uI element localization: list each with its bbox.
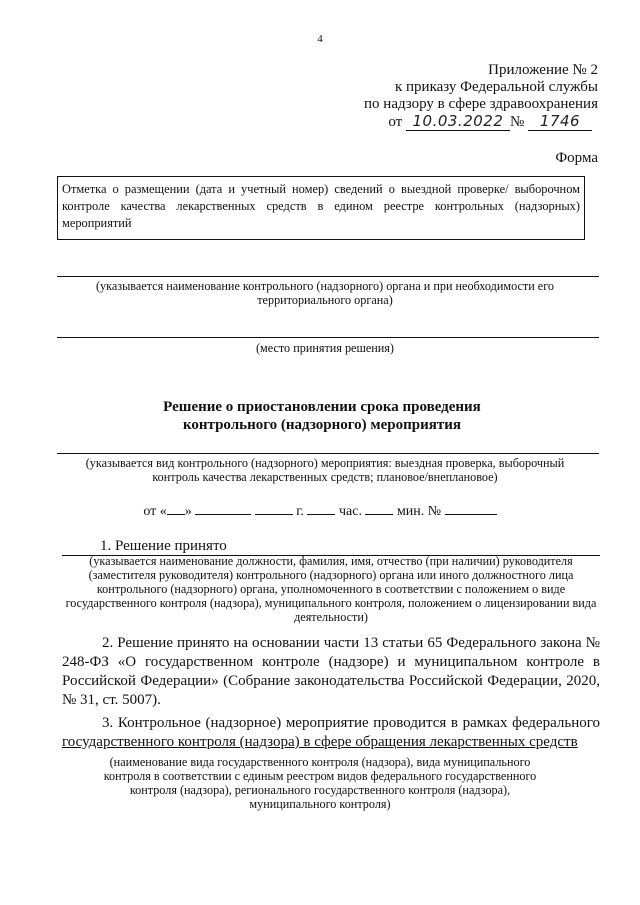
minute-number-label: мин. № bbox=[396, 504, 442, 519]
document-title bbox=[60, 398, 584, 434]
decision-number-blank bbox=[445, 502, 497, 515]
order-ot-label: от bbox=[388, 114, 403, 130]
approval-line-2: к приказу Федеральной службы bbox=[394, 79, 598, 95]
place-caption: (место принятия решения) bbox=[256, 341, 394, 355]
form-label: Форма bbox=[555, 150, 598, 166]
title-line-1: Решение о приостановлении срока проведения bbox=[163, 399, 481, 415]
order-number-sign: № bbox=[509, 114, 525, 130]
place-line bbox=[57, 337, 599, 338]
minute-blank bbox=[365, 502, 393, 515]
date-ot-label: от « bbox=[143, 504, 167, 519]
approval-line-1: Приложение № 2 bbox=[488, 62, 598, 78]
hour-blank bbox=[307, 502, 335, 515]
approval-block bbox=[364, 62, 598, 131]
organ-name-line bbox=[57, 276, 599, 277]
date-time-number-row bbox=[0, 502, 640, 520]
paragraph-3-start: 3. Контрольное (надзорное) мероприятие проводится в рамках федерального bbox=[102, 715, 600, 731]
paragraph-1-label: 1. Решение принято bbox=[100, 538, 227, 554]
handwritten-order-date: 10.03.2022 bbox=[406, 113, 510, 131]
year-label: г. bbox=[296, 504, 304, 519]
month-blank bbox=[195, 502, 251, 515]
registry-mark-box: Отметка о размещении (дата и учетный номер) сведений о выездной проверке/ выборочном контроле качества лекарственных средств в едином реестре контрольных (надзорных) мероприятий bbox=[57, 176, 585, 240]
paragraph-3 bbox=[62, 714, 600, 752]
year-blank bbox=[255, 502, 293, 515]
kind-caption: (указывается вид контрольного (надзорного) мероприятия: выездная проверка, выборочный контроль качества лекарственных средств; плановое/внеплановое) bbox=[85, 456, 565, 484]
organ-name-caption: (указывается наименование контрольного (надзорного) органа и при необходимости его территориального органа) bbox=[95, 279, 555, 307]
paragraph-3-control-type: государственного контроля (надзора) в сфере обращения лекарственных средств bbox=[62, 734, 578, 750]
approval-line-3: по надзору в сфере здравоохранения bbox=[364, 96, 598, 112]
order-date-number-row bbox=[364, 113, 598, 131]
kind-line bbox=[57, 453, 599, 454]
handwritten-order-number: 1746 bbox=[528, 113, 592, 131]
official-caption: (указывается наименование должности, фамилия, имя, отчество (при наличии) руководителя (заместителя руководителя) контрольного (надзорного) органа или иного должностного лица контрольного (надзорного) органа, уполномоченного в соответствии с положением о виде государственного контроля (надзора), муниципального контроля, положением о лицензировании вида деятельности) bbox=[65, 554, 597, 624]
day-blank bbox=[167, 502, 185, 515]
title-line-2: контрольного (надзорного) мероприятия bbox=[182, 417, 462, 433]
hour-label: час. bbox=[338, 504, 362, 519]
paragraph-2: 2. Решение принято на основании части 13 статьи 65 Федерального закона № 248-ФЗ «О государственном контроле (надзоре) и муниципальном контроле в Российской Федерации» (Собрание законодательства Российской Федерации, 2020, № 31, ст. 5007). bbox=[62, 635, 600, 708]
date-close-quote: » bbox=[184, 504, 192, 519]
page-number: 4 bbox=[317, 33, 323, 45]
control-type-caption: (наименование вида государственного контроля (надзора), вида муниципального контроля в соответствии с единым реестром видов федерального государственного контроля (надзора), регионального государственного контроля (надзора), муниципального контроля) bbox=[103, 755, 537, 811]
